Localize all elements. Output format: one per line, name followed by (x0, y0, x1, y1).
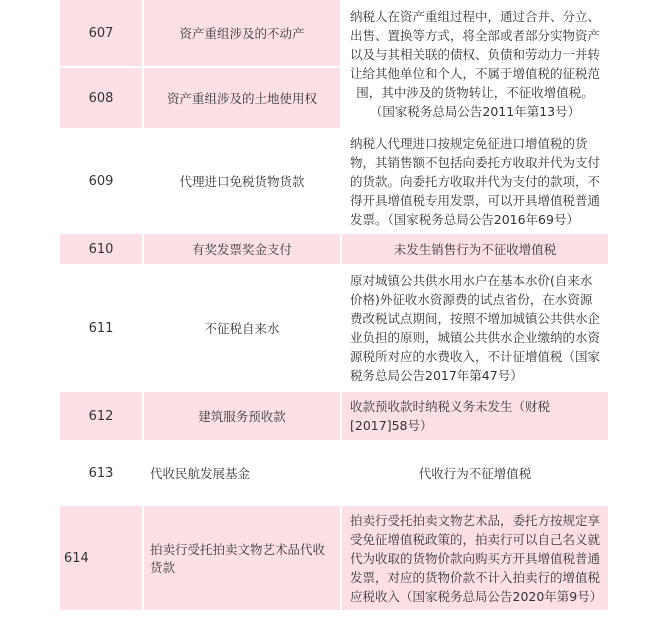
item-number: 611 (88, 320, 114, 336)
item-description: 纳税人在资产重组过程中，通过合并、分立、出售、置换等方式，将全部或者部分实物资产以及与其相关联的债权、负债和劳动力一并转让给其他单位和个人，不属于增值税的征税范围，其中涉及的货物转让，不征收增值税。（国家税务总局公告2011年第13号） (350, 9, 601, 119)
item-description: 拍卖行受托拍卖文物艺术品，委托方按规定享受免征增值税政策的，拍卖行可以自己名义就代为收取的货物价款向购买方开具增值税普通发票，对应的货物价款不计入拍卖行的增值税应税收入（国家税务总局公告2020年第9号） (350, 512, 603, 604)
item-name: 有奖发票奖金支付 (191, 242, 292, 257)
item-number: 610 (88, 241, 114, 257)
item-name: 拍卖行受托拍卖文物艺术品代收货款 (150, 542, 326, 575)
item-number: 609 (88, 173, 114, 189)
item-description: 代收行为不征增值税 (418, 465, 532, 481)
column-divider (340, 0, 342, 610)
item-name: 建筑服务预收款 (198, 409, 286, 424)
item-number: 608 (88, 90, 114, 106)
item-description: 未发生销售行为不征收增值税 (393, 241, 557, 257)
item-name: 代理进口免税货物货款 (179, 174, 305, 189)
merged-description-cell (342, 0, 608, 128)
item-description: 原对城镇公共供水用水户在基本水价(自来水价格)外征收水资源费的试点省份，在水资源费改税试点期间，按照不增加城镇公共供水企业负担的原则，城镇公共供水企业缴纳的水资源税所对应的水费收入，不计征增值税（国家税务总局公告2017年第47号） (350, 273, 601, 383)
item-name: 资产重组涉及的不动产 (179, 26, 305, 41)
item-number: 607 (88, 25, 114, 41)
item-number: 614 (64, 550, 89, 566)
item-number: 612 (88, 408, 114, 424)
item-description: 纳税人代理进口按规定免征进口增值税的货物，其销售额不包括向委托方收取并代为支付的货款。向委托方收取并代为支付的款项，不得开具增值税专用发票，可以开具增值税普通发票。（国家税务总局公告2016年69号） (350, 135, 601, 227)
item-name: 代收民航发展基金 (150, 466, 251, 481)
item-description: 收款预收款时纳税义务未发生（财税[2017]58号） (350, 399, 551, 433)
column-divider (142, 0, 144, 610)
item-number: 613 (88, 465, 114, 481)
item-name: 资产重组涉及的土地使用权 (166, 91, 317, 106)
item-name: 不征税自来水 (204, 321, 280, 336)
